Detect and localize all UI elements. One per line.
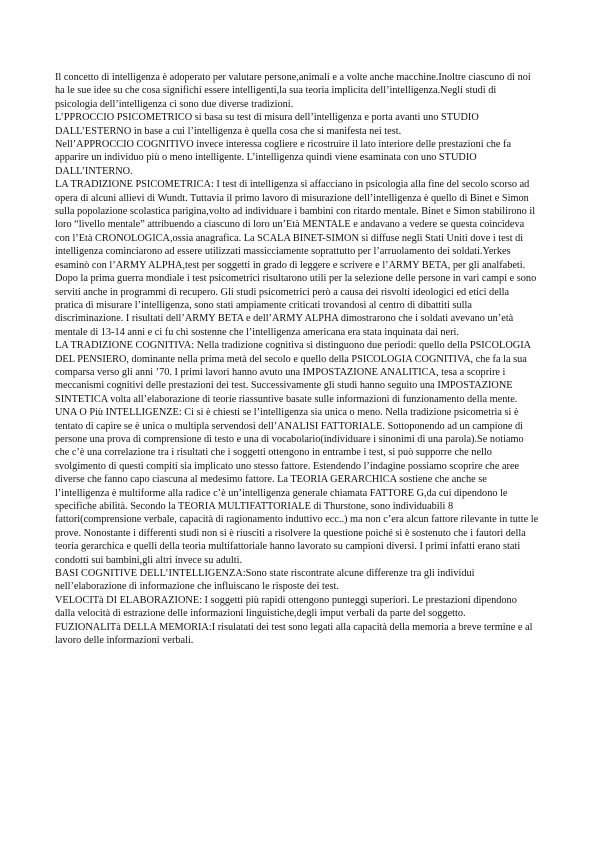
paragraph-processing-speed: VELOCITà DI ELABORAZIONE: I soggetti più rapidi ottengono punteggi superiori. Le prestazioni dipendono dalla velocità di estrazione delle informazioni linguistiche,degli imput verbali da parte del soggetto. [55,594,517,620]
paragraph-psychometric-approach: L’PPROCCIO PSICOMETRICO si basa su test di misura dell’intelligenza e porta avanti uno STUDIO DALL’ESTERNO in base a cui l’intelligenza è quella cosa che si manifesta nei test. [55,112,479,137]
paragraph-cognitive-tradition: LA TRADIZIONE COGNITIVA: Nella tradizione cognitiva si distinguono due periodi: quello della PSICOLOGIA DEL PENSIERO, dominante nella prima metà del secolo e quello della PSICOLOGIA COGNITIVA, che fa la sua comparsa verso gli anni ’70. I primi lavori hanno avuto una IMPOSTAZIONE ANALITICA, tesa a scoprire i meccanismi cognitivi delle prestazioni dei test. Successivamente gli studi hanno seguito una IMPOSTAZIONE SINTETICA volta all’elaborazione di teorie riassuntive basate sulle informazioni di funzionamento della mente. [55,340,531,405]
paragraph-intro: Il concetto di intelligenza è adoperato per valutare persone,animali e a volte anche macchine.Inoltre ciascuno di noi ha le sue idee su che cosa significhi essere intelligenti,la sua teoria implicita dell’intelligenza.Negli studi di psicologia dell’intelligenza ci sono due diverse tradizioni. [55,72,531,110]
paragraph-cognitive-approach: Nell’APPROCCIO COGNITIVO invece interessa cogliere e ricostruire il lato interiore delle prestazioni che fa apparire un individuo più o meno intelligente. L’intelligenza quindi viene esaminata con uno STUDIO DALL’INTERNO. [55,139,512,177]
paragraph-psychometric-tradition: LA TRADIZIONE PSICOMETRICA: I test di intelligenza si affacciano in psicologia alla fine del secolo scorso ad opera di alcuni allievi di Wundt. Tuttavia il primo lavoro di misurazione dell’intelligenza è quello di Binet e Simon sulla popolazione scolastica parigina,volto ad individuare i bambini con ritardo mentale. Binet e Simon stabilirono il loro “livello mentale” attribuendo a ciascuno di loro un’Età MENTALE e andavano a vedere se questa coincideva con l’Età CRONOLOGICA,ossia anagrafica. La SCALA BINET-SIMON si diffuse negli Stati Uniti dove i test di intelligenza cominciarono ad essere utilizzati massicciamente soprattutto per l’arruolamento dei soldati.Yerkes esaminò con l’ARMY ALPHA,test per soggetti in grado di leggere e scrivere e l’ARMY BETA, per gli analfabeti. Dopo la prima guerra mondiale i test psicometrici risultarono utili per la selezione delle persone in vari campi e sono serviti anche in programmi di recupero. Gli studi psicometrici però a causa dei risvolti ideologici ed etici della pratica di misurare l’intelligenza, sono stati ampiamente criticati trovandosi al centro di dibattiti sulla discriminazione. I risultati dell’ARMY BETA e dell’ARMY ALPHA dimostrarono che i soldati avevano un’età mentale di 13-14 anni e ci fu chi sostenne che l’intelligenza americana era stata inquinata dai neri. [55,179,537,338]
paragraph-memory-functionality: FUZIONALITà DELLA MEMORIA:I risulatati dei test sono legati alla capacità della memoria a breve termine e al lavoro delle informazioni verbali. [55,621,533,647]
document-page [55,71,539,647]
paragraph-cognitive-bases: BASI COGNITIVE DELL’INTELLIGENZA:Sono state riscontrate alcune differenze tra gli individui nell’elaborazione di informazione che influiscano le risposte dei test. [55,568,475,593]
paragraph-one-or-more-intelligences: UNA O Più INTELLIGENZE: Ci si è chiesti se l’intelligenza sia unica o meno. Nella tradizione psicometria si è tentato di capire se è unica o multipla servendosi dell’ANALISI FATTORIALE. Sottoponendo ad un campione di persone una prova di comprensione di testo e una di vocabolario(individuare i sinonimi di una parola).Se notiamo che c’è una correlazione tra i risultati che i soggetti ottengono in entrambe i test, si può supporre che nello svolgimento di questi compiti sia implicato uno stesso fattore. Estendendo l’indagine possiamo scoprire che aree diverse che fanno capo ciascuna al medesimo fattore. La TEORIA GERARCHICA sostiene che anche se l’intelligenza è multiforme alla radice c’è un’intelligenza generale chiamata FATTORE G,da cui dipendono le specifiche abilità. Secondo la TEORIA MULTIFATTORIALE di Thurstone, sono individuabili 8 fattori(comprensione verbale, capacità di ragionamento induttivo ecc..) ma non c’era alcun fattore rilevante in tutte le prove. Nonostante i differenti studi non si è riusciti a risolvere la questione poiché si è sostenuto che i fautori della teoria gerarchica e quelli della teoria multifattoriale hanno lavorato su campioni diversi. I primi infatti erano stati condotti sui bambini,gli altri invece su adulti. [55,407,539,566]
